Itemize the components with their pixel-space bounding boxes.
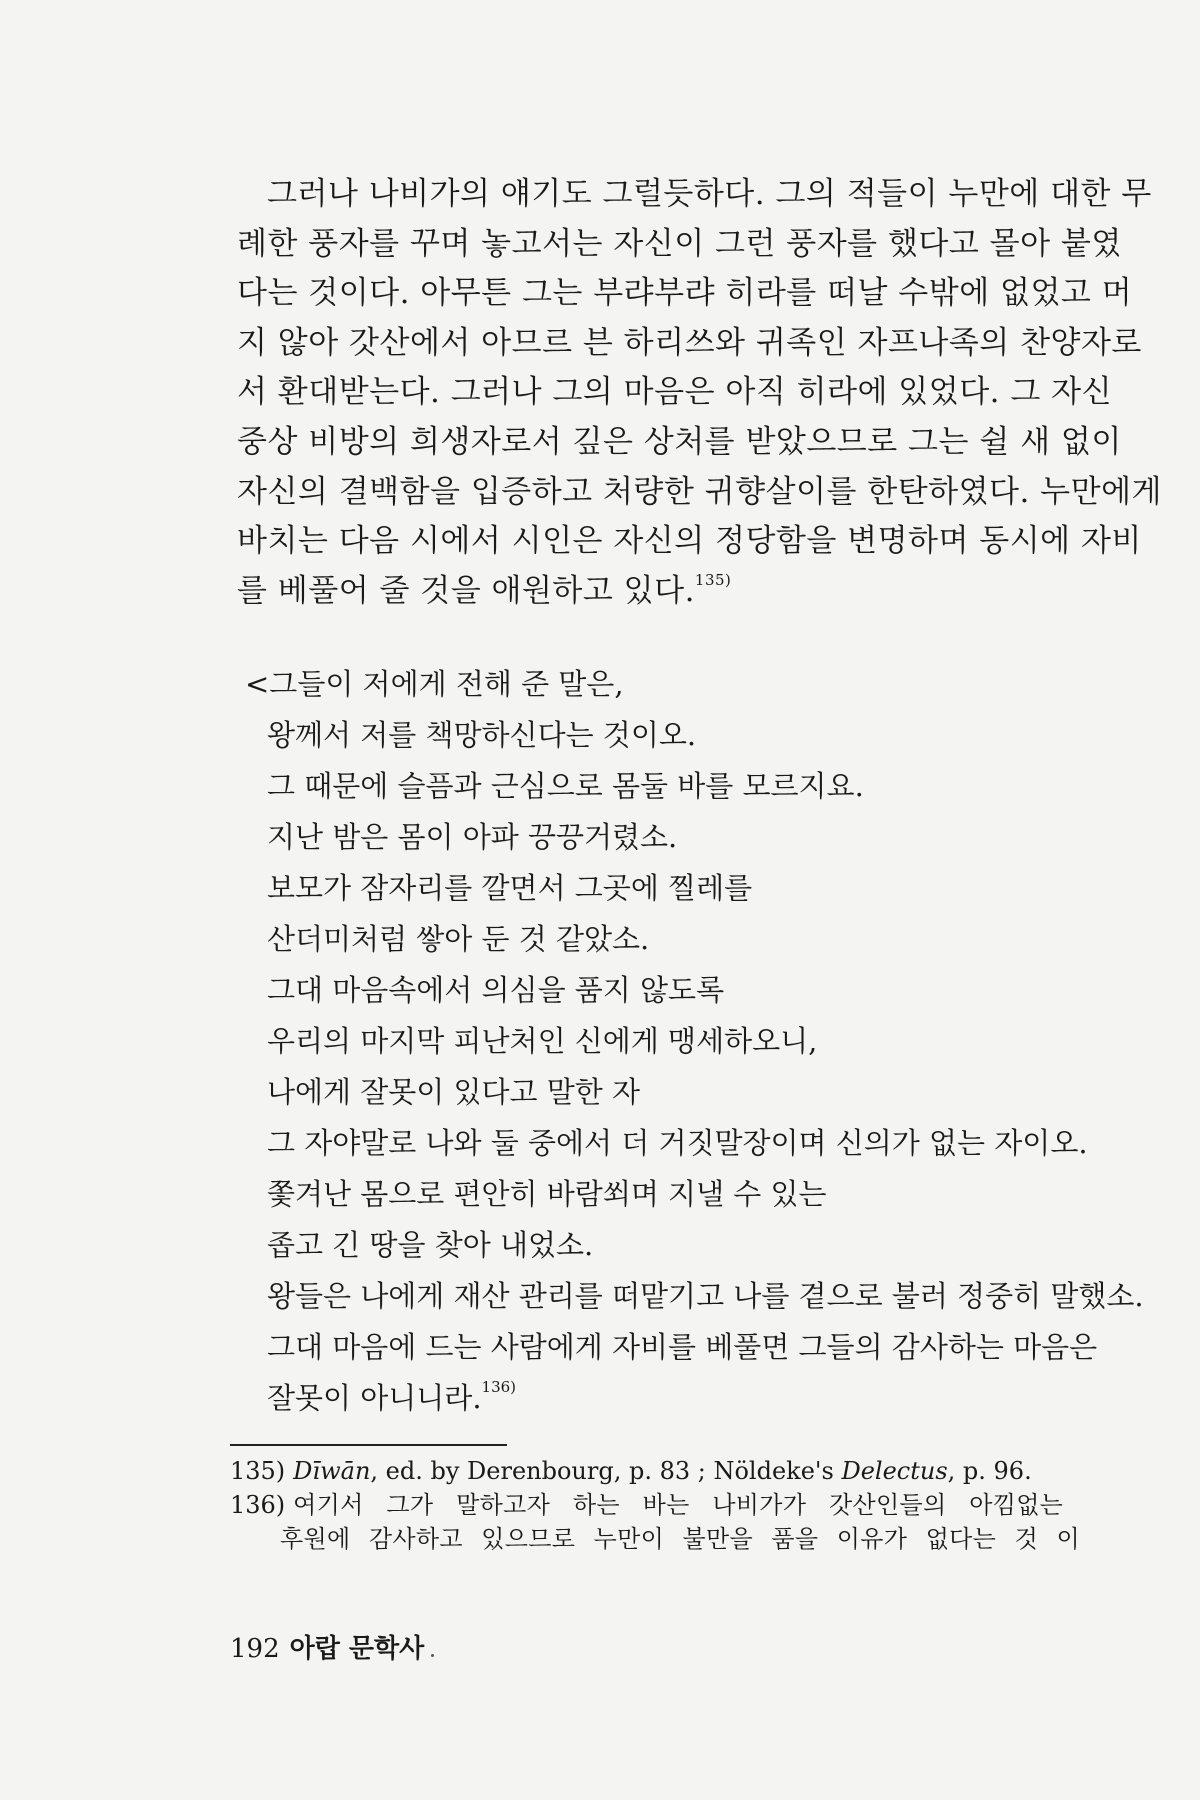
poem-line-text: 잘못이 아니니라. bbox=[267, 1381, 482, 1415]
poem-block bbox=[245, 659, 1144, 1424]
footnotes bbox=[230, 1454, 1080, 1556]
footnote-ref-136: 136) bbox=[481, 1378, 517, 1396]
body-line: 지 않아 갓산에서 아므르 븐 하리쓰와 귀족인 자프나족의 찬양자로 bbox=[237, 324, 1142, 361]
body-line: 바치는 다음 시에서 시인은 자신의 정당함을 변명하며 동시에 자비 bbox=[237, 523, 1142, 560]
poem-line: 그 때문에 슬픔과 근심으로 몸둘 바를 모르지요. bbox=[267, 769, 864, 803]
body-line-text: 를 베풀어 줄 것을 애원하고 있다. bbox=[237, 572, 695, 609]
footnote-divider bbox=[230, 1444, 507, 1446]
footnote-ref-135: 135) bbox=[694, 570, 732, 589]
poem-line: 우리의 마지막 피난처인 신에게 맹세하오니, bbox=[267, 1024, 818, 1058]
footnote-136 bbox=[230, 1488, 1080, 1522]
poem-line: 쫓겨난 몸으로 편안히 바람쐬며 지낼 수 있는 bbox=[267, 1177, 827, 1211]
footnote-136-continued: 후원에 감사하고 있으므로 누만이 불만을 품을 이유가 없다는 것 이 bbox=[280, 1525, 1080, 1553]
poem-line: 지난 밤은 몸이 아파 끙끙거렸소. bbox=[267, 820, 678, 854]
body-line bbox=[237, 567, 1077, 617]
poem-line: 그 자야말로 나와 둘 중에서 더 거짓말장이며 신의가 없는 자이오. bbox=[267, 1126, 1088, 1160]
body-line: 그러나 나비가의 얘기도 그럴듯하다. 그의 적들이 누만에 대한 무 bbox=[267, 176, 1152, 212]
poem-line bbox=[245, 1373, 1105, 1424]
poem-line: 왕들은 나에게 재산 관리를 떠맡기고 나를 곁으로 불러 정중히 말했소. bbox=[267, 1279, 1144, 1313]
page-number: 192 bbox=[230, 1634, 280, 1664]
book-title: 아랍 문학사 bbox=[289, 1634, 425, 1664]
body-line: 자신의 결백함을 입증하고 처량한 귀향살이를 한탄하였다. 누만에게 bbox=[237, 473, 1162, 510]
poem-line: 산더미처럼 쌓아 둔 것 같았소. bbox=[267, 922, 650, 956]
poem-line: 왕께서 저를 책망하신다는 것이오. bbox=[267, 718, 697, 752]
footnote-text: , ed. by Derenbourg, p. 83 ; Nöldeke's bbox=[370, 1457, 842, 1485]
body-line: 례한 풍자를 꾸며 놓고서는 자신이 그런 풍자를 했다고 몰아 붙였 bbox=[237, 225, 1122, 262]
body-line: 다는 것이다. 아무튼 그는 부랴부랴 히라를 떠날 수밖에 없었고 머 bbox=[237, 275, 1133, 312]
body-line: 중상 비방의 희생자로서 깊은 상처를 받았으므로 그는 쉴 새 없이 bbox=[237, 423, 1122, 460]
footnote-text: , p. 96. bbox=[947, 1457, 1032, 1485]
footnote-title: Dīwān bbox=[293, 1457, 371, 1485]
poem-line: 그대 마음에 드는 사람에게 자비를 베풀면 그들의 감사하는 마음은 bbox=[267, 1330, 1098, 1364]
poem-line: <그들이 저에게 전해 준 말은, bbox=[245, 667, 624, 701]
footnote-text: 여기서 그가 말하고자 하는 바는 나비가가 갓산인들의 아낌없는 bbox=[293, 1491, 1064, 1519]
poem-line: 보모가 잠자리를 깔면서 그곳에 찔레를 bbox=[267, 871, 753, 905]
footnote-number: 135) bbox=[230, 1457, 286, 1485]
footnote-number: 136) bbox=[230, 1491, 286, 1519]
poem-line: 좁고 긴 땅을 찾아 내었소. bbox=[267, 1228, 594, 1262]
footer-dot bbox=[431, 1654, 434, 1657]
poem-line: 나에게 잘못이 있다고 말한 자 bbox=[267, 1075, 641, 1109]
body-line: 서 환대받는다. 그러나 그의 마음은 아직 히라에 있었다. 그 자신 bbox=[237, 374, 1113, 411]
footnote-135 bbox=[230, 1454, 1080, 1488]
footnote-title: Delectus bbox=[841, 1457, 948, 1485]
poem-line: 그대 마음속에서 의심을 품지 않도록 bbox=[267, 973, 725, 1007]
body-paragraph bbox=[237, 170, 1162, 616]
page-footer bbox=[230, 1628, 424, 1665]
